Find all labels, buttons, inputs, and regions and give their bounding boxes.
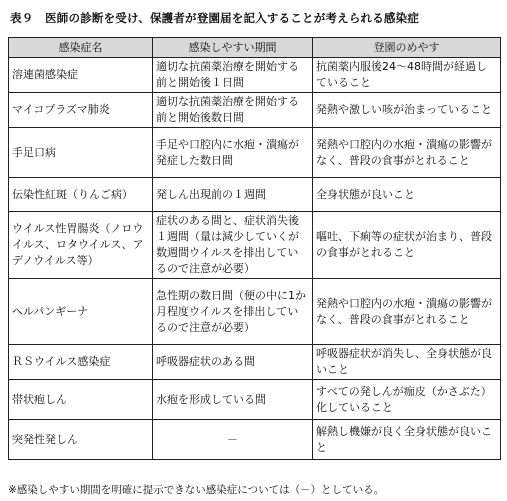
infectious-period: 呼吸器症状のある間 [153, 345, 313, 380]
disease-name: ＲＳウイルス感染症 [9, 345, 153, 380]
return-guide: 全身状態が良いこと [313, 178, 501, 212]
table-row [9, 380, 501, 420]
table-row [9, 128, 501, 178]
table-title: 表９ 医師の診断を受け、保護者が登園届を記入することが考えられる感染症 [10, 11, 420, 25]
return-guide: 発熱や激しい咳が治まっていること [313, 93, 501, 128]
return-guide: すべての発しんが痂皮（かさぶた）化していること [313, 380, 501, 420]
infection-table [8, 37, 501, 460]
disease-name: 突発性発しん [9, 420, 153, 460]
disease-name: ウイルス性胃腸炎（ノロウイルス、ロタウイルス、アデノウイルス等） [9, 212, 153, 279]
return-guide: 呼吸器症状が消失し、全身状態が良いこと [313, 345, 501, 380]
return-guide: 発熱や口腔内の水疱・潰瘍の影響がなく、普段の食事がとれること [313, 279, 501, 345]
disease-name: ヘルパンギーナ [9, 279, 153, 345]
header-period: 感染しやすい期間 [153, 38, 313, 58]
disease-name: 手足口病 [9, 128, 153, 178]
header-row [9, 38, 501, 58]
return-guide: 嘔吐、下痢等の症状が治まり、普段の食事がとれること [313, 212, 501, 279]
disease-name: 溶連菌感染症 [9, 58, 153, 93]
infectious-period: 手足や口腔内に水疱・潰瘍が発症した数日間 [153, 128, 313, 178]
infectious-period: 発しん出現前の１週間 [153, 178, 313, 212]
header-disease: 感染症名 [9, 38, 153, 58]
table-row [9, 345, 501, 380]
disease-name: 伝染性紅斑（りんご病） [9, 178, 153, 212]
infectious-period: － [153, 420, 313, 460]
disease-name: 帯状疱しん [9, 380, 153, 420]
return-guide: 抗菌薬内服後24～48時間が経過していること [313, 58, 501, 93]
disease-name: マイコプラズマ肺炎 [9, 93, 153, 128]
infectious-period: 水疱を形成している間 [153, 380, 313, 420]
table-row [9, 279, 501, 345]
return-guide: 解熱し機嫌が良く全身状態が良いこと [313, 420, 501, 460]
footnote: ※感染しやすい期間を明確に提示できない感染症については（－）としている。 [8, 484, 385, 496]
table-row [9, 178, 501, 212]
table-row [9, 58, 501, 93]
return-guide: 発熱や口腔内の水疱・潰瘍の影響がなく、普段の食事がとれること [313, 128, 501, 178]
infectious-period: 適切な抗菌薬治療を開始する前と開始後１日間 [153, 58, 313, 93]
infectious-period: 症状のある間と、症状消失後１週間（量は減少していくが数週間ウイルスを排出しているので注意が必要） [153, 212, 313, 279]
infectious-period: 急性期の数日間（便の中に1か月程度ウイルスを排出しているので注意が必要） [153, 279, 313, 345]
table-row [9, 212, 501, 279]
table-row [9, 420, 501, 460]
header-guide: 登園のめやす [313, 38, 501, 58]
infectious-period: 適切な抗菌薬治療を開始する前と開始後数日間 [153, 93, 313, 128]
table-row [9, 93, 501, 128]
